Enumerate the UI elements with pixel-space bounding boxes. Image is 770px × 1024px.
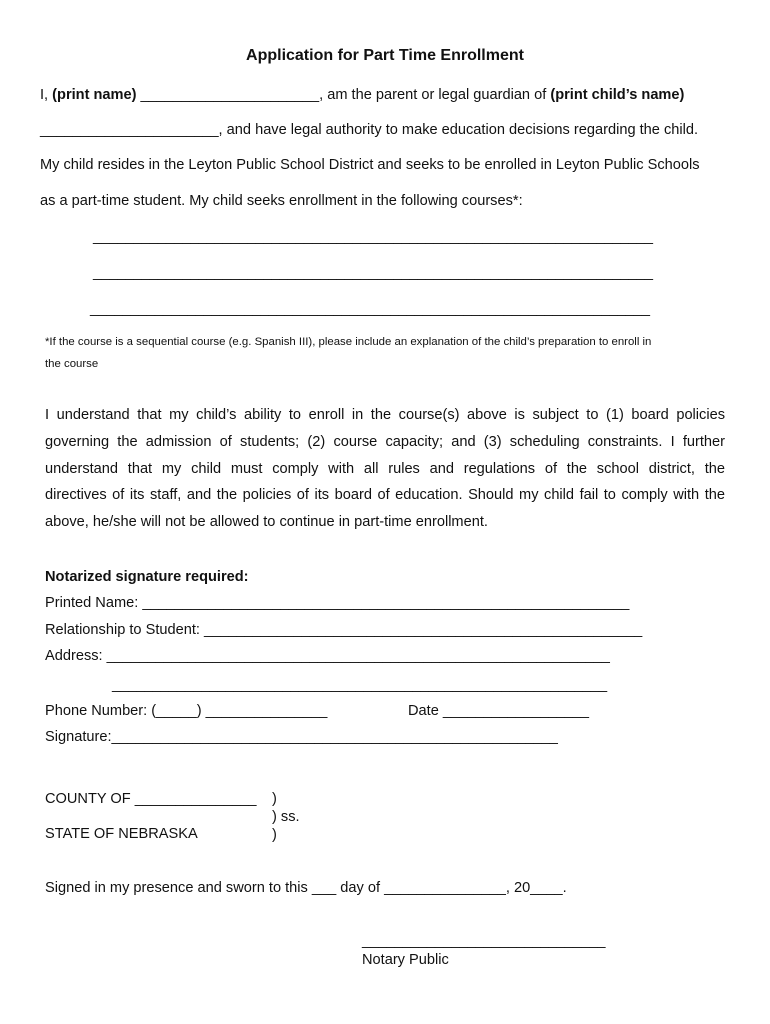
intro-line-2: ______________________, and have legal authority to make education decisions regarding the child.: [40, 122, 699, 138]
understanding-line: governing the admission of students; (2) course capacity; and (3) scheduling constraints. I further: [45, 433, 725, 450]
intro-line-1: [40, 87, 684, 103]
intro-text-guardian: ______________________, am the parent or legal guardian of: [136, 87, 551, 103]
understanding-paragraph: [45, 402, 725, 536]
state-label: STATE OF NEBRASKA: [45, 826, 198, 842]
print-name-label: (print name): [52, 87, 137, 103]
child-name-label: (print child’s name): [550, 87, 685, 103]
understanding-line: understand that my child must comply with all rules and regulations of the school district, the: [45, 460, 725, 477]
intro-line-4: as a part-time student. My child seeks enrollment in the following courses*:: [40, 193, 523, 209]
intro-line-3: My child resides in the Leyton Public School District and seeks to be enrolled in Leyton Public Schools: [40, 157, 700, 173]
notary-public-label: Notary Public: [362, 952, 449, 968]
course-line[interactable]: _____________________________________________________________________: [93, 229, 654, 245]
understanding-line: directives of its staff, and the policies of its board of education. Should my child fail to comply with the: [45, 487, 725, 504]
address-field-line-2[interactable]: _____________________________________________________________: [112, 677, 608, 693]
footnote-line-1: *If the course is a sequential course (e.g. Spanish III), please include an explanation of the child’s preparation to enroll in: [45, 336, 652, 348]
printed-name-field[interactable]: Printed Name: ____________________________________________________________: [45, 595, 630, 611]
signature-field[interactable]: Signature:_______________________________________________________: [45, 729, 558, 745]
venue-paren-top: ): [272, 791, 277, 807]
footnote-line-2: the course: [45, 358, 99, 370]
course-line[interactable]: _____________________________________________________________________: [90, 301, 651, 317]
venue-paren-bottom: ): [272, 827, 277, 843]
sworn-statement[interactable]: Signed in my presence and sworn to this ___ day of _______________, 20____.: [45, 880, 567, 896]
notarized-heading: Notarized signature required:: [45, 569, 249, 585]
phone-field[interactable]: Phone Number: (_____) _______________: [45, 703, 328, 719]
form-title: Application for Part Time Enrollment: [246, 47, 524, 64]
understanding-line: I understand that my child’s ability to enroll in the course(s) above is subject to (1) board policies: [45, 407, 725, 423]
venue-ss: ) ss.: [272, 809, 300, 825]
notary-signature-line[interactable]: ______________________________: [362, 933, 606, 949]
intro-text-i: I,: [40, 87, 53, 103]
address-field[interactable]: Address: ______________________________________________________________: [45, 648, 610, 664]
date-field[interactable]: Date __________________: [408, 703, 589, 719]
relationship-field[interactable]: Relationship to Student: ______________________________________________________: [45, 622, 643, 638]
understanding-line: above, he/she will not be allowed to continue in part-time enrollment.: [45, 514, 488, 531]
course-line[interactable]: _____________________________________________________________________: [93, 265, 654, 281]
county-field[interactable]: COUNTY OF _______________: [45, 791, 257, 807]
